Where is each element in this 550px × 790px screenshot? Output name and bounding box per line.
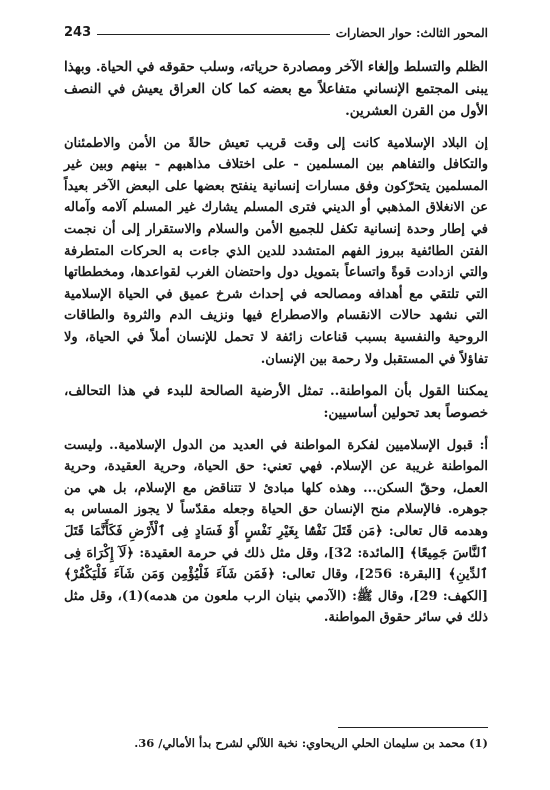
page-number: 243 — [64, 25, 92, 40]
paragraph-1: الظلم والتسلط وإلغاء الآخر ومصادرة حرياته، وسلب حقوقه في الحياة. وبهذا يبنى المجتمع الإنساني متفاعلاً مع بعضه كما كان العراق يعيش في النصف الأول من القرن العشرين. — [64, 59, 488, 120]
page-body — [64, 56, 488, 639]
footnote: (1) محمد بن سليمان الحلي الريحاوي: نخبة اللآلي لشرح بدأ الأمالي/ 36. — [134, 736, 488, 750]
header-rule — [97, 34, 330, 35]
paragraph-3: يمكننا القول بأن المواطنة.. تمثل الأرضية الصالحة للبدء في هذا التحالف، خصوصاً بعد تحولين أساسيين: — [64, 383, 488, 422]
header-title: المحور الثالث: حوار الحضارات — [335, 26, 488, 40]
paragraph-4: أ: قبول الإسلاميين لفكرة المواطنة في العديد من الدول الإسلامية.. وليست المواطنة غريبة عن الإسلام. فهي تعني: حق الحياة، وحرية العقيدة، وحرية العمل، وحقّ السكن... وهذه كلها مبادئ لا تتناقض مع الإسلام، بل هي من جوهره. فالإسلام منح الإنسان حق الحياة وجعله مقدّساً لا يجوز المساس به وهدمه قال تعالى: ﴿مَن قَتَلَ نَفْسًۢا بِغَيْرِ نَفْسٍ أَوْ فَسَادٍ فِى ٱلْأَرْضِ فَكَأَنَّمَا قَتَلَ ٱلنَّاسَ جَمِيعًا﴾ [المائدة: 32]، وقل مثل ذلك في حرمة العقيدة: ﴿لَآ إِكْرَاهَ فِى ٱلدِّينِ﴾ [البقرة: 256]، وقال تعالى: ﴿فَمَن شَآءَ فَلْيُؤْمِن وَمَن شَآءَ فَلْيَكْفُرْ﴾ [الكهف: 29]، وقال ﷺ: (الآدمي بنيان الرب ملعون من هدمه)(1)، وقل مثل ذلك في سائر حقوق المواطنة. — [64, 437, 489, 626]
footnote-divider — [338, 727, 488, 728]
paragraph-2: إن البلاد الإسلامية كانت إلى وقت قريب تعيش حالةً من الأمن والاطمئنان والتكافل والتفاهم بين المسلمين - على اختلاف مذاهبهم - بينهم وبين غير المسلمين يتحرّكون وفق مسارات إنسانية ينفتح بعضها على البعض الآخر بعيداً عن الانغلاق المذهبي أو الديني فترى المسلم يشارك غير المسلم آلامه وآماله في إطار وحدة إنسانية تكفل للجميع الأمن والسلام والاستقرار إلى أن نجمت الفتن الطائفية ببروز الفهم المتشدد للدين الذي جاءت به الحركات المتطرفة والتي ازدادت قوةً واتساعاً بتمويل دول واحتضان الغرب لقواعدها، ومخططاتها التي تلتقي مع أهدافه ومصالحه في إحداث شرخ عميق في الحياة الإسلامية التي نشهد حالات الانقسام والاصطراع فيها ونزيف الدم والثروة والطاقات الروحية والنفسية بسبب قناعات زائفة لا تحمل للإنسان أملاً في الحياة، ولا تفاؤلاً في المستقبل ولا رحمة بين الإنسان. — [64, 135, 488, 367]
running-header — [64, 18, 488, 40]
